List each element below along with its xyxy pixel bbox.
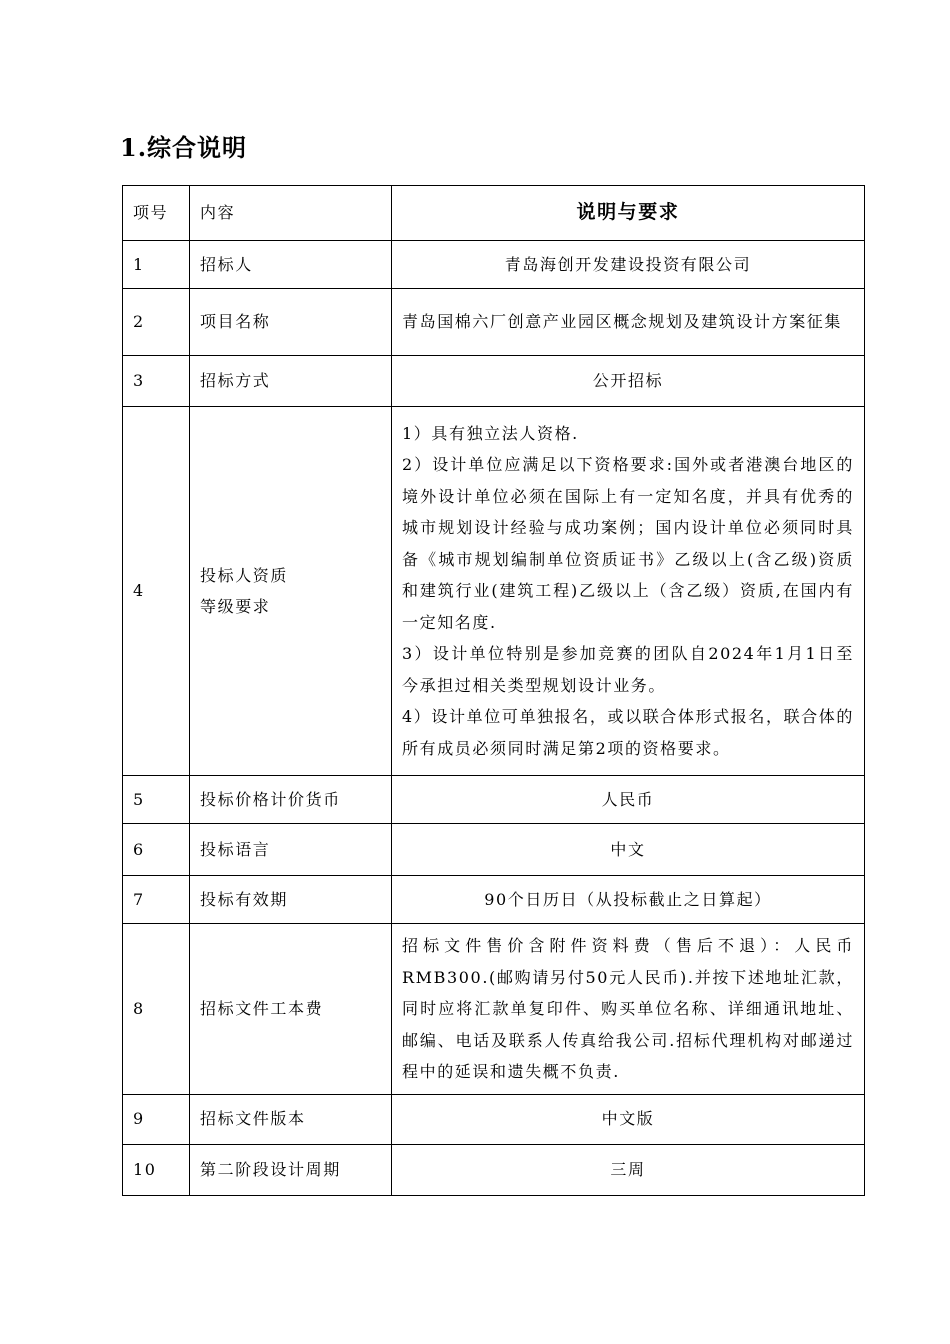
requirement-paragraph: 3）设计单位特别是参加竞赛的团队自2024年1月1日至今承担过相关类型规划设计业务。 xyxy=(402,644,854,695)
table-row xyxy=(123,1094,865,1144)
row-desc: 公开招标 xyxy=(392,356,865,407)
row-no: 5 xyxy=(123,776,190,824)
row-no: 7 xyxy=(123,876,190,924)
row-desc: 人民币 xyxy=(392,776,865,824)
row-no: 8 xyxy=(123,924,190,1095)
row-desc: 中文 xyxy=(392,824,865,876)
requirement-paragraph: 4）设计单位可单独报名，或以联合体形式报名，联合体的所有成员必须同时满足第2项的资格要求。 xyxy=(402,707,854,758)
spec-table xyxy=(122,185,865,1196)
row-item-line: 投标人资质 xyxy=(200,565,289,585)
row-no: 1 xyxy=(123,241,190,289)
row-item: 招标人 xyxy=(190,241,392,289)
row-item: 投标价格计价货币 xyxy=(190,776,392,824)
table-header-row xyxy=(123,186,865,241)
table-row xyxy=(123,824,865,876)
row-desc: 中文版 xyxy=(392,1094,865,1144)
table-row xyxy=(123,776,865,824)
row-no: 2 xyxy=(123,289,190,356)
row-item: 投标语言 xyxy=(190,824,392,876)
row-item: 第二阶段设计周期 xyxy=(190,1144,392,1195)
table-row xyxy=(123,1144,865,1195)
table-row xyxy=(123,289,865,356)
table-row xyxy=(123,407,865,776)
row-item: 招标文件工本费 xyxy=(190,924,392,1095)
row-no: 4 xyxy=(123,407,190,776)
row-desc: 招标文件售价含附件资料费（售后不退）：人民币RMB300.(邮购请另付50元人民币).并按下述地址汇款，同时应将汇款单复印件、购买单位名称、详细通讯地址、邮编、电话及联系人传真给我公司.招标代理机构对邮递过程中的延误和遗失概不负责. xyxy=(392,924,865,1095)
table-row xyxy=(123,356,865,407)
row-desc: 青岛海创开发建设投资有限公司 xyxy=(392,241,865,289)
row-desc: 90个日历日（从投标截止之日算起） xyxy=(392,876,865,924)
row-desc: 三周 xyxy=(392,1144,865,1195)
row-no: 10 xyxy=(123,1144,190,1195)
row-item: 投标有效期 xyxy=(190,876,392,924)
table-row xyxy=(123,241,865,289)
row-desc: 青岛国棉六厂创意产业园区概念规划及建筑设计方案征集 xyxy=(392,289,865,356)
row-no: 9 xyxy=(123,1094,190,1144)
header-item: 内容 xyxy=(190,186,392,241)
page-title: 1.综合说明 xyxy=(120,133,248,162)
header-no: 项号 xyxy=(123,186,190,241)
table-row xyxy=(123,876,865,924)
row-item: 招标方式 xyxy=(190,356,392,407)
row-item xyxy=(190,407,392,776)
row-no: 6 xyxy=(123,824,190,876)
header-desc: 说明与要求 xyxy=(392,186,865,241)
row-item: 招标文件版本 xyxy=(190,1094,392,1144)
row-item: 项目名称 xyxy=(190,289,392,356)
table-row xyxy=(123,924,865,1095)
requirement-paragraph: 1）具有独立法人资格. xyxy=(402,423,579,443)
row-desc xyxy=(392,407,865,776)
requirement-paragraph: 2）设计单位应满足以下资格要求:国外或者港澳台地区的境外设计单位必须在国际上有一定知名度，并具有优秀的城市规划设计经验与成功案例；国内设计单位必须同时具备《城市规划编制单位资质证书》乙级以上(含乙级)资质和建筑行业(建筑工程)乙级以上（含乙级）资质,在国内有一定知名度. xyxy=(402,455,854,632)
row-no: 3 xyxy=(123,356,190,407)
row-item-line: 等级要求 xyxy=(200,597,271,616)
